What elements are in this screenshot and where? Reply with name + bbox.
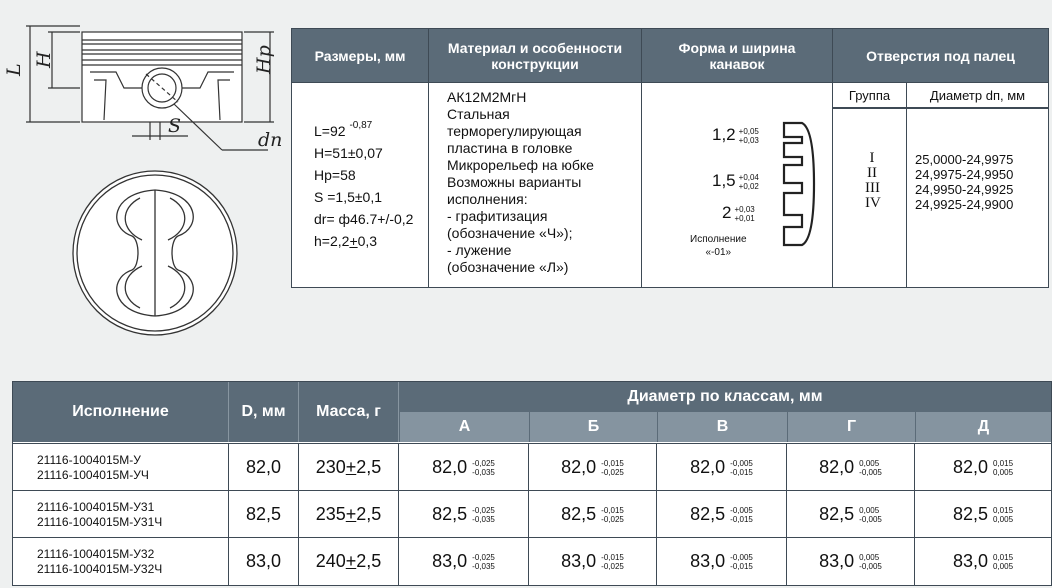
- header-sizes: Размеры, мм: [292, 29, 429, 82]
- pin-diameter: 25,0000-24,9975: [915, 152, 1014, 167]
- material-line: Возможны варианты: [447, 174, 582, 190]
- size-line: S =1,5±0,1: [314, 189, 383, 205]
- diameter-classes-table: [12, 381, 1052, 586]
- sizes-cell: [292, 82, 429, 287]
- material-line: терморегулирующая: [447, 123, 582, 139]
- groove-2: 1,5 +0,04 +0,02: [712, 171, 759, 191]
- pin-group: II: [867, 165, 877, 181]
- class-d: Д: [915, 412, 1051, 442]
- class-g-value: 83,0 0,005 -0,005: [787, 538, 915, 585]
- class-a-value: 83,0 -0,025 -0,035: [399, 538, 529, 585]
- material-line: АК12М2МгН: [447, 89, 527, 105]
- material-line: Микрорельеф на юбке: [447, 157, 594, 173]
- pin-cell: [833, 108, 1048, 287]
- class-v-value: 82,0 -0,005 -0,015: [657, 444, 787, 491]
- size-l: L=92 $^{-0,87}$: [314, 120, 373, 139]
- pin-diameter: 24,9925-24,9900: [915, 197, 1014, 212]
- class-v-value: 83,0 -0,005 -0,015: [657, 538, 787, 585]
- d-value: 83,0: [229, 538, 299, 585]
- class-b-value: 82,0 -0,015 -0,025: [529, 444, 657, 491]
- header-mass: Масса, г: [299, 382, 399, 442]
- dim-label-h: H: [33, 51, 55, 68]
- class-a-value: 82,0 -0,025 -0,035: [399, 444, 529, 491]
- d-value: 82,0: [229, 444, 299, 491]
- d-value: 82,5: [229, 491, 299, 538]
- class-v: В: [657, 412, 787, 442]
- material-line: - графитизация: [447, 208, 548, 224]
- pin-group: III: [865, 180, 880, 196]
- dim-label-hp: Hp: [253, 45, 275, 74]
- grooves-cell: [642, 82, 833, 287]
- dim-label-s: S: [168, 115, 182, 137]
- header-variant: Исполнение: [13, 382, 229, 442]
- class-v-value: 82,5 -0,005 -0,015: [657, 491, 787, 538]
- material-line: исполнения:: [447, 191, 528, 207]
- material-cell: [429, 82, 642, 287]
- size-line: H=51±0,07: [314, 145, 383, 161]
- variant-codes: 21116-1004015М-У 21116-1004015М-УЧ: [13, 444, 229, 491]
- material-line: (обозначение «Л»): [447, 259, 569, 275]
- mass-value: 230 + 2,5: [299, 444, 399, 491]
- pin-diameter: 24,9950-24,9925: [915, 182, 1014, 197]
- class-b-value: 83,0 -0,015 -0,025: [529, 538, 657, 585]
- dim-label-l: L: [3, 63, 25, 76]
- piston-side-drawing: [3, 10, 288, 160]
- material-line: пластина в головке: [447, 140, 573, 156]
- header-d: D, мм: [229, 382, 299, 442]
- variant-codes: 21116-1004015М-У32 21116-1004015М-У32Ч: [13, 538, 229, 585]
- class-a-value: 82,5 -0,025 -0,035: [399, 491, 529, 538]
- size-line: dr= ф46.7+/-0,2: [314, 211, 414, 227]
- header-material: Материал и особенности конструкции: [429, 29, 642, 82]
- variant-codes: 21116-1004015М-У31 21116-1004015М-У31Ч: [13, 491, 229, 538]
- size-line: Hp=58: [314, 167, 356, 183]
- class-g-value: 82,5 0,005 -0,005: [787, 491, 915, 538]
- pin-group: IV: [865, 195, 881, 211]
- class-d-value: 82,0 0,015 0,005: [952, 457, 1014, 477]
- pin-diameter-header: Диаметр dп, мм: [907, 82, 1048, 108]
- class-b-value: 82,5 -0,015 -0,025: [529, 491, 657, 538]
- header-pin: Отверстия под палец: [833, 29, 1048, 82]
- size-h: h=2,2+0,3: [314, 233, 378, 249]
- groove-3: 2 +0,03 +0,01: [722, 203, 755, 223]
- groove-1: 1,2 +0,05 +0,03: [712, 125, 759, 145]
- material-line: - лужение: [447, 242, 512, 258]
- piston-top-drawing: [70, 168, 240, 338]
- table-row: [13, 537, 1051, 585]
- dim-label-dp: dп: [258, 129, 283, 151]
- class-d-value: 83,0 0,015 0,005: [952, 551, 1014, 571]
- variant-note: Исполнение «-01»: [690, 234, 747, 258]
- class-b: Б: [529, 412, 657, 442]
- header-grooves: Форма и ширина канавок: [642, 29, 833, 82]
- class-d-value: 82,5 0,015 0,005: [952, 504, 1014, 524]
- table-row: [13, 443, 1051, 491]
- class-a: А: [399, 412, 529, 442]
- pin-group-header: Группа: [833, 82, 907, 108]
- pin-group: I: [869, 150, 875, 166]
- material-line: Стальная: [447, 106, 510, 122]
- header-diam-classes: Диаметр по классам, мм: [399, 382, 1051, 412]
- pin-diameter: 24,9975-24,9950: [915, 167, 1014, 182]
- mass-value: 235 + 2,5: [299, 491, 399, 538]
- spec-table: [291, 28, 1049, 288]
- material-line: (обозначение «Ч»);: [447, 225, 573, 241]
- class-g-value: 82,0 0,005 -0,005: [787, 444, 915, 491]
- class-g: Г: [787, 412, 915, 442]
- table-row: [13, 490, 1051, 538]
- mass-value: 240 + 2,5: [299, 538, 399, 585]
- groove-profile-drawing: [778, 119, 818, 249]
